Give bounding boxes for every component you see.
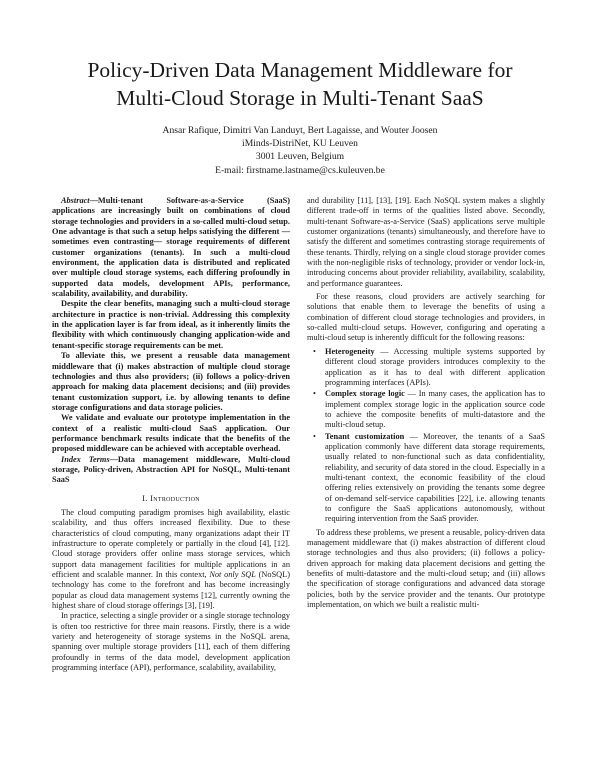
list-item-tenant-customization: • Tenant customization — Moreover, the tenants of a SaaS application commonly have different data storage requirements, usually related to non-functional such as data confidentiality, reliability, and security of data stored in the cloud. Especially in a multi-tenant context, the economic feasibility of the cloud offering relies extensively on providing the tenants some degree of on-demand self-service capabilities [22], i.e. allowing tenants to configure the SaaS applications autonomously, without requiring intervention from the SaaS provider. — [313, 431, 545, 524]
section-title: Introduction — [150, 492, 200, 503]
intro-p2-continued: and durability [11], [13], [19]. Each NoSQL system makes a slightly different trade-off in terms of the qualities listed above. Secondly, multi-tenant Software-as-a-Service (SaaS) applications serve multiple customer organizations (tenants) simultaneously, and therefore have to satisfy the different and sometimes contrasting storage requirements of these tenants. Thirdly, relying on a single cloud storage provider comes with the non-negligible risks of technology, provider or vendor lock-in, introducing concerns about provider reliability, availability, scalability, and performance guarantees. — [307, 196, 545, 288]
bullet-icon: • — [313, 431, 316, 441]
title-line-2: Multi-Cloud Storage in Multi-Tenant SaaS — [116, 86, 484, 110]
index-terms-label: Index Terms — [61, 454, 110, 464]
abstract-label: Abstract — [61, 196, 90, 205]
abstract-p3: To alleviate this, we present a reusable data management middleware that (i) makes abstraction of multiple cloud storage technologies and thus also providers; (ii) follows a policy-driven approach for making data placement decisions; and (iii) provides tenant customization support, i.e. by allowing tenants to define storage configurations and data storage policies. — [52, 351, 290, 412]
right-column — [307, 196, 545, 610]
list-item-heterogeneity: • Heterogeneity — Accessing multiple systems supported by different cloud storage providers introduces complexity to the application as it has to deal with different application programming interfaces (APIs). — [313, 346, 545, 387]
address: 3001 Leuven, Belgium — [255, 151, 345, 163]
title-line-1: Policy-Driven Data Management Middleware for — [87, 58, 513, 82]
abstract-p2: Despite the clear benefits, managing such a multi-cloud storage architecture in practice is non-trivial. Addressing this complexity in the application layer is far from ideal, as it inherently limits the flexibility with which continuously changing application-wide and tenant-specific storage requirements can be met. — [52, 299, 290, 350]
section-heading-introduction — [52, 493, 290, 503]
bullet-icon: • — [313, 346, 316, 356]
section-number: I. — [142, 492, 148, 503]
intro-p2: In practice, selecting a single provider or a single storage technology is often too restrictive for three main reasons. Firstly, there is a wide variety and heterogeneity of storage systems in the NoSQL arena, spanning over multiple storage providers [11], each of them differing profoundly in terms of the data model, development application programming interface (API), performance, scalability, availability, — [52, 611, 290, 673]
list-item-complex-storage-logic: • Complex storage logic — In many cases, the application has to implement complex storage logic in the application source code to achieve the composite benefits of multi-datastore and the multi-cloud setup. — [313, 389, 546, 430]
email: E-mail: firstname.lastname@cs.kuleuven.be — [215, 164, 385, 176]
nosql-term: Not only SQL — [209, 570, 256, 580]
intro-p1: The cloud computing paradigm promises high availability, elastic scalability, and thus offers increased flexibility. Due to these characteristics of cloud computing, many organizations adapt their IT infrastructure to operate completely or partially in the cloud [4], [12]. Cloud storage providers offer online mass storage services, which support data management facilities for multiple applications in an efficient and scalable manner. In this context, Not only SQL (NoSQL) technology has come to the forefront and has become increasingly popular as cloud data management systems [12], currently owning the highest share of cloud storage offerings [3], [19]. — [52, 507, 291, 611]
left-column — [52, 196, 290, 673]
author-block — [20, 124, 580, 177]
author-names: Ansar Rafique, Dimitri Van Landuyt, Bert Lagaisse, and Wouter Joosen — [162, 125, 438, 136]
challenge-list — [307, 347, 545, 525]
abstract-p1: Abstract—Multi-tenant Software-as-a-Service (SaaS) applications are increasingly built on combinations of cloud storage technologies and providers in a so-called multi-cloud setup. One advantage is that such a setup helps satisfying the different —sometimes even contrasting— storage requirements of different customer organizations (tenants). In such a multi-cloud environment, the application data is distributed and replicated over multiple cloud storage systems, each differing profoundly in supported data models, development APIs, performance, scalability, availability, and durability. — [52, 196, 290, 299]
paper-title — [20, 56, 580, 112]
bullet-icon: • — [313, 389, 316, 399]
abstract — [52, 196, 290, 486]
intro-p4: To address these problems, we present a reusable, policy-driven data management middleware that (i) makes abstraction of different cloud storage technologies and thus also providers; (ii) follows a policy-driven approach for making data placement decisions and getting the benefits of multi-datastore and the multi-cloud setup; and (iii) allows the specification of storage configurations and advanced data storage policies, both by the service provider and the tenants. Our prototype implementation, on which we built a realistic multi- — [307, 527, 545, 610]
affiliation: iMinds-DistriNet, KU Leuven — [242, 138, 358, 150]
abstract-p4: We validate and evaluate our prototype implementation in the context of a realistic multi-cloud SaaS application. Our performance benchmark results indicate that the benefits of the proposed middleware can be achieved with acceptable overhead. — [52, 413, 290, 454]
intro-p3: For these reasons, cloud providers are actively searching for solutions that enable them to leverage the benefits of using a combination of different cloud storage technologies and providers, in so-called multi-cloud setups. However, configuring and operating a multi-cloud setup is inherently difficult for the following reasons: — [307, 292, 545, 343]
index-terms: Index Terms—Data management middleware, Multi-cloud storage, Policy-driven, Abstraction API for NoSQL, Multi-tenant SaaS — [52, 454, 290, 485]
